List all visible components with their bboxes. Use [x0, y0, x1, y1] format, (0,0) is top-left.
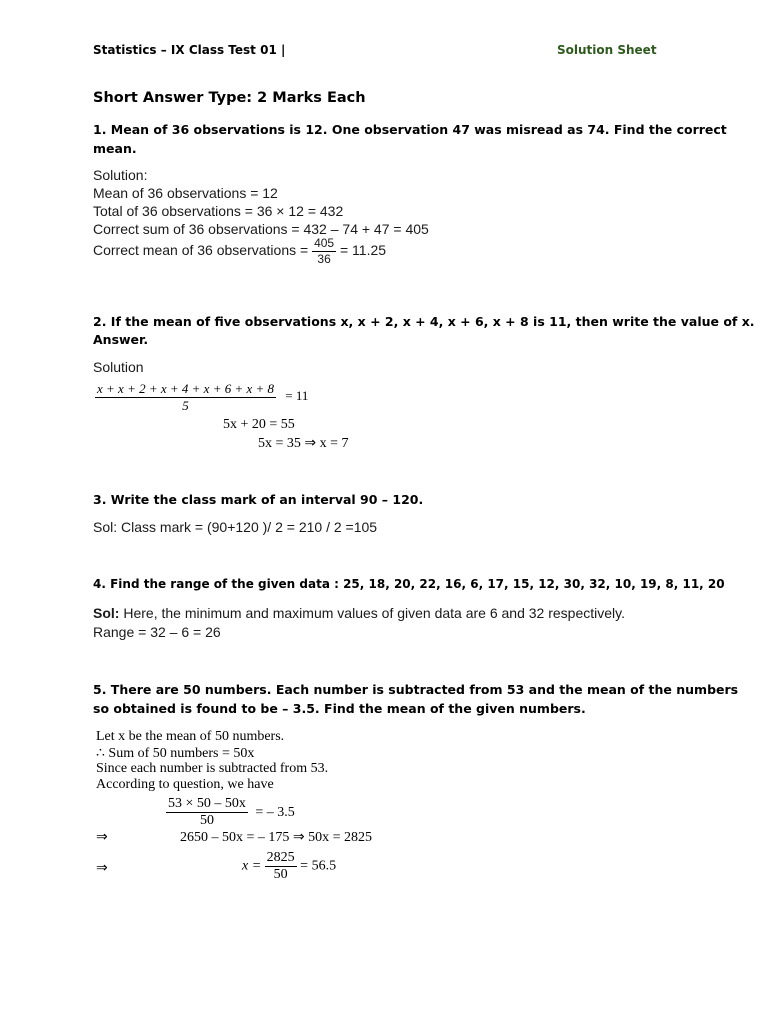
q4-question: 4. Find the range of the given data : 25, 18, 20, 22, 16, 6, 17, 15, 12, 30, 32, 10, 19, 8, 11, 20 [93, 577, 725, 591]
q1-solution-line: Mean of 36 observations = 12 [93, 185, 278, 201]
q2-equation-2: 5x + 20 = 55 [223, 417, 295, 432]
q1-solution-line: Correct sum of 36 observations = 432 – 74 + 47 = 405 [93, 221, 429, 237]
q5-line: ∴ Sum of 50 numbers = 50x [96, 746, 255, 761]
q2-question-line1: 2. If the mean of five observations x, x + 2, x + 4, x + 6, x + 8 is 11, then write the value of x. [93, 314, 755, 329]
q2-question-line2: Answer. [93, 332, 149, 347]
q5-fraction-1-denominator: 50 [199, 813, 214, 828]
q1-solution-line: Total of 36 observations = 36 × 12 = 432 [93, 203, 344, 219]
header-left: Statistics – IX Class Test 01 | [93, 43, 286, 57]
q1-fraction [312, 236, 336, 267]
q5-equation-2: 2650 – 50x = – 175 ⇒ 50x = 2825 [180, 830, 373, 845]
q2-fraction [95, 381, 276, 414]
q1-fraction-numerator: 405 [314, 236, 335, 250]
q3-question: 3. Write the class mark of an interval 90 – 120. [93, 492, 424, 507]
q4-solution-line [93, 604, 625, 622]
q3-solution: Sol: Class mark = (90+120 )/ 2 = 210 / 2 =105 [93, 519, 378, 535]
implies-icon: ⇒ [96, 861, 108, 876]
q4-sol-text: Here, the minimum and maximum values of given data are 6 and 32 respectively. [119, 605, 625, 621]
q2-equation-1 [95, 381, 308, 414]
q1-fraction-denominator: 36 [317, 252, 331, 266]
q5-fraction-2-numerator: 2825 [266, 850, 295, 865]
q5-equation-1-rhs: = – 3.5 [255, 804, 295, 820]
q1-correct-mean-result: = 11.25 [339, 242, 387, 259]
q1-correct-mean-label: Correct mean of 36 observations = [93, 242, 313, 259]
q5-fraction-2 [265, 850, 297, 883]
q5-fraction-1-numerator: 53 × 50 – 50x [168, 796, 246, 811]
q1-question-line2: mean. [93, 141, 137, 156]
q5-question-line1: 5. There are 50 numbers. Each number is subtracted from 53 and the mean of the numbers [93, 682, 739, 697]
q5-line: According to question, we have [96, 777, 274, 792]
implies-icon: ⇒ [96, 830, 108, 845]
q2-solution-label: Solution [93, 359, 144, 375]
q2-fraction-denominator: 5 [182, 398, 189, 413]
q5-line: Since each number is subtracted from 53. [96, 761, 329, 776]
q1-solution-label: Solution: [93, 167, 148, 183]
section-title: Short Answer Type: 2 Marks Each [93, 90, 366, 106]
q5-fraction-1 [166, 796, 248, 829]
q5-question-line2: so obtained is found to be – 3.5. Find the mean of the given numbers. [93, 701, 586, 716]
q2-equation-3: 5x = 35 ⇒ x = 7 [258, 436, 349, 451]
q1-question-line1: 1. Mean of 36 observations is 12. One observation 47 was misread as 74. Find the correct [93, 122, 727, 137]
q5-fraction-2-denominator: 50 [273, 867, 288, 882]
q2-fraction-numerator: x + x + 2 + x + 4 + x + 6 + x + 8 [97, 381, 275, 396]
q4-range-line: Range = 32 – 6 = 26 [93, 624, 221, 640]
q2-equation-1-rhs: = 11 [285, 388, 309, 404]
q5-line: Let x be the mean of 50 numbers. [96, 729, 285, 744]
q5-equation-3-rhs: = 56.5 [300, 858, 337, 874]
q4-sol-label: Sol: [93, 605, 120, 621]
q5-equation-1 [166, 796, 295, 829]
q1-correct-mean-line [93, 236, 386, 267]
q5-equation-3-lhs: x = [242, 858, 262, 874]
q5-equation-3 [242, 850, 336, 883]
header-right: Solution Sheet [557, 43, 657, 57]
